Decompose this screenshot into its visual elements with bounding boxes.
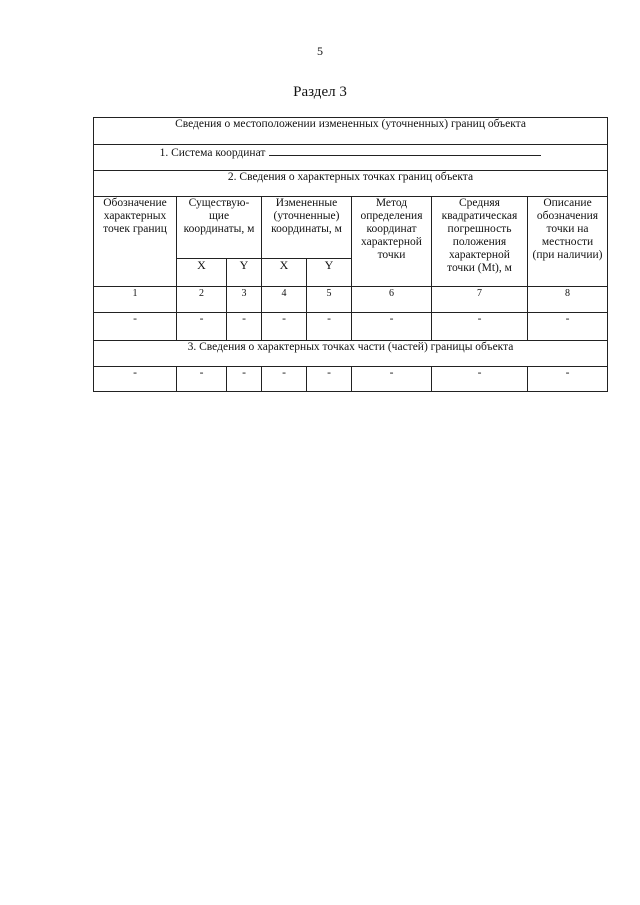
column-number: 4 [262, 287, 307, 313]
header-method: Метод определения координат характерной точки [352, 197, 432, 287]
column-number: 2 [177, 287, 227, 313]
cell-value: - [528, 367, 608, 392]
boundary-table [93, 117, 608, 392]
coord-system-label: 1. Система координат [159, 147, 266, 159]
header-existing-x: X [177, 259, 227, 287]
coord-system-blank-line [269, 145, 541, 156]
table-row [94, 367, 608, 392]
column-number: 1 [94, 287, 177, 313]
cell-value: - [262, 313, 307, 341]
header-existing: Существую-щие координаты, м [177, 197, 262, 259]
table-title: Сведения о местоположении измененных (уточненных) границ объекта [94, 118, 608, 145]
cell-value: - [177, 367, 227, 392]
cell-value: - [352, 313, 432, 341]
header-changed: Измененные (уточненные) координаты, м [262, 197, 352, 259]
cell-value: - [352, 367, 432, 392]
cell-value: - [177, 313, 227, 341]
cell-value: - [94, 367, 177, 392]
header-existing-y: Y [227, 259, 262, 287]
column-number: 5 [307, 287, 352, 313]
column-number: 6 [352, 287, 432, 313]
cell-value: - [307, 313, 352, 341]
cell-value: - [432, 313, 528, 341]
cell-value: - [227, 313, 262, 341]
section-title: Раздел 3 [293, 84, 347, 100]
column-number: 7 [432, 287, 528, 313]
cell-value: - [227, 367, 262, 392]
cell-value: - [307, 367, 352, 392]
column-number: 8 [528, 287, 608, 313]
header-changed-y: Y [307, 259, 352, 287]
column-number: 3 [227, 287, 262, 313]
header-description: Описание обозначения точки на местности (при наличии) [528, 197, 608, 287]
column-numbers-row [94, 287, 608, 313]
header-changed-x: X [262, 259, 307, 287]
table-row [94, 313, 608, 341]
header-error: Средняя квадратическая погрешность положения характерной точки (Mt), м [432, 197, 528, 287]
cell-value: - [528, 313, 608, 341]
char-points-label: 2. Сведения о характерных точках границ объекта [94, 171, 608, 197]
page-number: 5 [317, 44, 323, 58]
cell-value: - [94, 313, 177, 341]
cell-value: - [432, 367, 528, 392]
coord-system-row [94, 145, 608, 171]
part-points-label: 3. Сведения о характерных точках части (частей) границы объекта [94, 341, 608, 367]
header-designation: Обозначение характерных точек границ [94, 197, 177, 287]
cell-value: - [262, 367, 307, 392]
